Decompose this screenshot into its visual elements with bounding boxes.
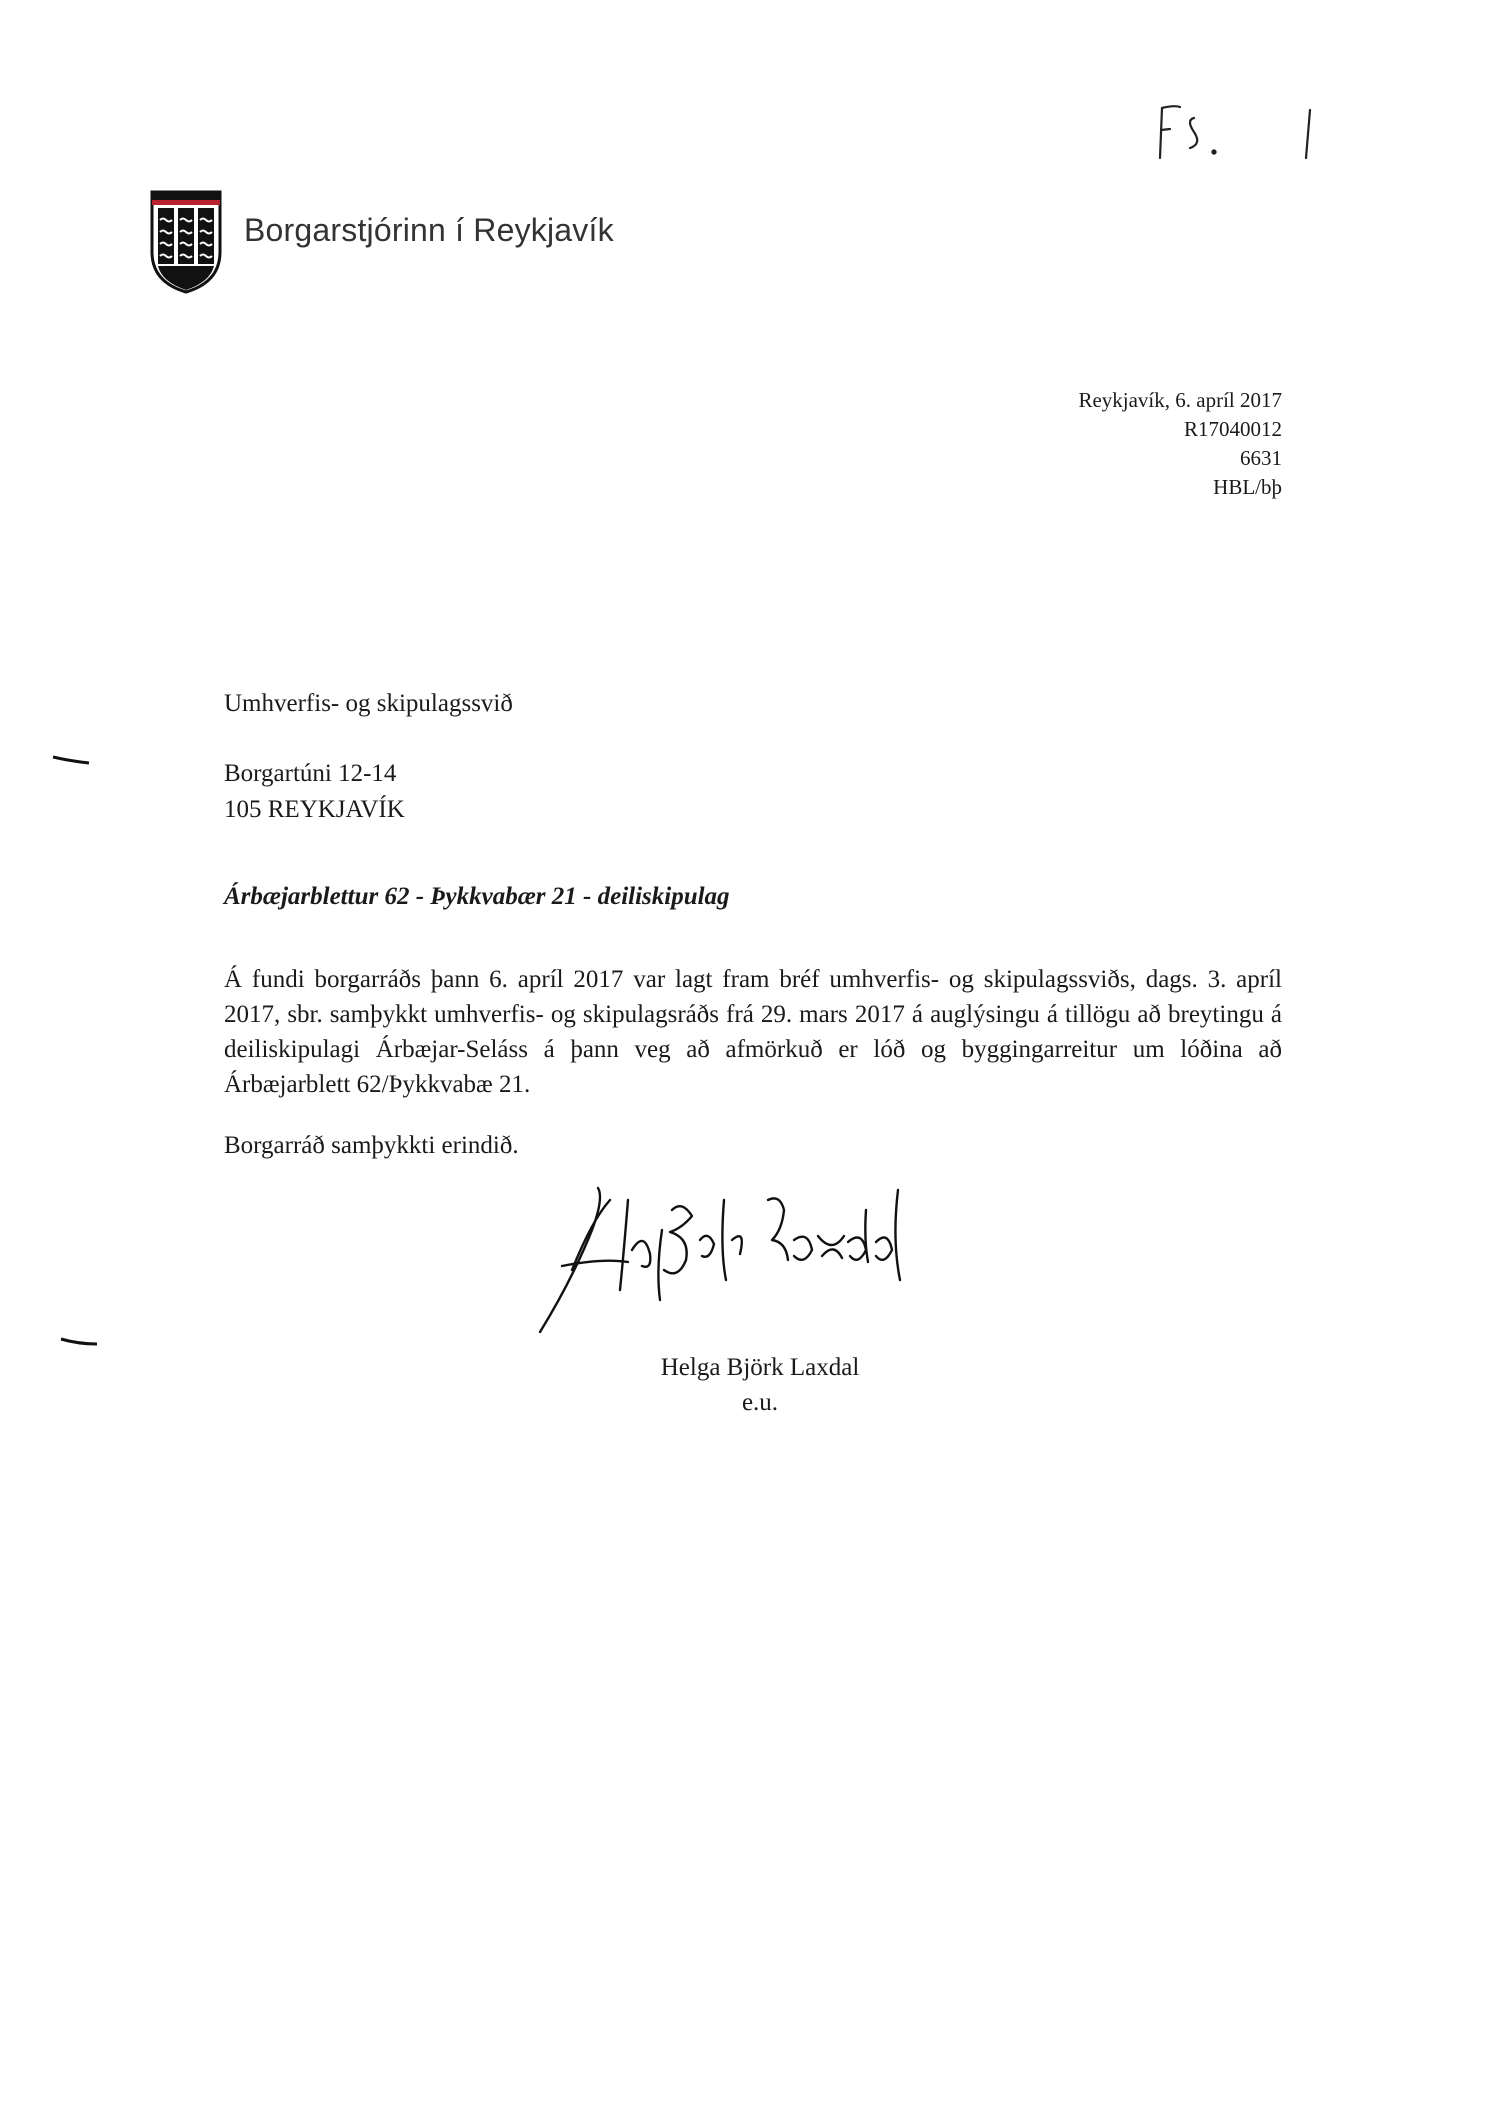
signer-suffix: e.u. (741, 1389, 779, 1416)
recipient-city: 105 REYKJAVÍK (224, 796, 405, 823)
body-paragraph: Á fundi borgarráðs þann 6. apríl 2017 var lagt fram bréf umhverfis- og skipulagssviðs, dags. 3. apríl 2017, sbr. samþykkt umhverfis- og skipulagsráðs frá 29. mars 2017 á auglýsingu á tillögu að breytingu á deiliskipulagi Árbæjar-Seláss á þann veg að afmörkuð er lóð og byggingarreitur um lóðina að Árbæjarblett 62/Þykkvabæ 21. (224, 966, 1282, 1098)
reference-code: 6631 (1240, 446, 1282, 470)
signer-name: Helga Björk Laxdal (660, 1354, 860, 1381)
organization-name: Borgarstjórinn í Reykjavík (244, 212, 614, 248)
scan-margin-mark (60, 1334, 98, 1344)
recipient-address (224, 686, 513, 828)
initials: HBL/bþ (1213, 475, 1282, 499)
reference-block (1078, 386, 1282, 502)
subject-line: Árbæjarblettur 62 - Þykkvabær 21 - deiliskipulag (224, 883, 730, 910)
reykjavik-coat-of-arms-icon (150, 190, 222, 294)
handwritten-annotation (1150, 100, 1330, 170)
recipient-street: Borgartúni 12-14 (224, 760, 397, 787)
letterhead (150, 190, 614, 295)
handwritten-signature (532, 1170, 952, 1340)
scan-margin-mark (52, 752, 90, 762)
case-number: R17040012 (1183, 417, 1282, 441)
place-date: Reykjavík, 6. apríl 2017 (1078, 388, 1282, 412)
signer-block (560, 1350, 960, 1420)
decision-line: Borgarráð samþykkti erindið. (224, 1132, 519, 1159)
recipient-department: Umhverfis- og skipulagssvið (224, 690, 513, 717)
